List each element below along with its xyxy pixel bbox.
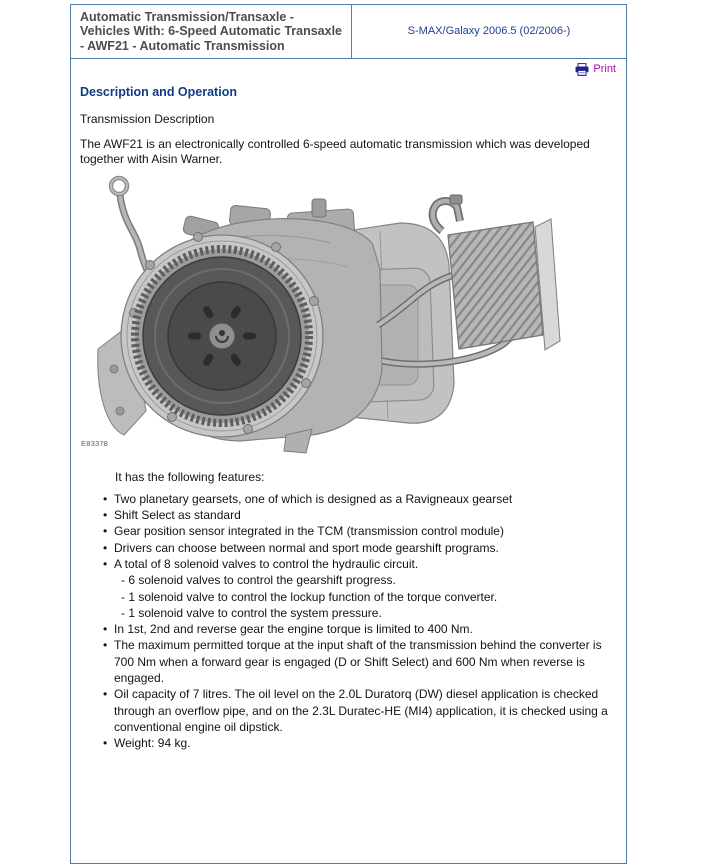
printer-icon xyxy=(575,63,589,76)
feature-text: Weight: 94 kg. xyxy=(114,736,191,751)
feature-sub-item: - 6 solenoid valves to control the gearshift progress. xyxy=(121,573,396,588)
figure-label: E83378 xyxy=(81,438,109,448)
feature-item xyxy=(103,540,617,556)
features-list xyxy=(80,491,617,752)
feature-item xyxy=(103,556,617,621)
section-subheading: Transmission Description xyxy=(80,111,215,126)
section-heading: Description and Operation xyxy=(80,84,237,99)
feature-sub-item: - 1 solenoid valve to control the lockup function of the torque converter. xyxy=(121,589,498,604)
print-row xyxy=(71,59,626,79)
feature-item xyxy=(103,637,617,686)
feature-text: A total of 8 solenoid valves to control the hydraulic circuit. xyxy=(114,556,419,571)
feature-item xyxy=(103,523,617,539)
feature-text: The maximum permitted torque at the input shaft of the transmission behind the converter is 700 Nm when a forward gear is engaged (D or Shift Select) and 600 Nm when reverse is engaged. xyxy=(114,638,602,686)
features-intro: It has the following features: xyxy=(115,469,265,484)
document-header xyxy=(71,5,626,59)
feature-text: Oil capacity of 7 litres. The oil level on the 2.0L Duratorq (DW) diesel application is checked through an overflow pipe, and on the 2.3L Duratec-HE (MI4) application, it is checked using a conventional engine oil dipstick. xyxy=(114,687,608,734)
transmission-illustration xyxy=(80,173,618,458)
feature-text: In 1st, 2nd and reverse gear the engine torque is limited to 400 Nm. xyxy=(114,622,473,637)
document-title: Automatic Transmission/Transaxle - Vehicles With: 6-Speed Automatic Transaxle - AWF21 - Automatic Transmission xyxy=(71,5,352,58)
feature-text: Shift Select as standard xyxy=(114,508,241,523)
feature-item xyxy=(103,735,617,751)
transmission-figure xyxy=(80,173,617,458)
feature-item xyxy=(103,507,617,523)
feature-text: Drivers can choose between normal and sport mode gearshift programs. xyxy=(114,540,499,555)
document-page xyxy=(70,4,627,864)
feature-sub-item: - 1 solenoid valve to control the system pressure. xyxy=(121,605,382,620)
print-button[interactable] xyxy=(575,63,616,76)
feature-item xyxy=(103,686,617,735)
feature-item xyxy=(103,621,617,637)
feature-item xyxy=(103,491,617,507)
intro-paragraph: The AWF21 is an electronically controlled 6-speed automatic transmission which was developed together with Aisin Warner. xyxy=(80,136,590,167)
page-content xyxy=(71,85,626,752)
print-label: Print xyxy=(593,63,616,76)
vehicle-model-label: S-MAX/Galaxy 2006.5 (02/2006-) xyxy=(407,25,571,38)
feature-text: Gear position sensor integrated in the TCM (transmission control module) xyxy=(114,524,504,539)
feature-text: Two planetary gearsets, one of which is designed as a Ravigneaux gearset xyxy=(114,491,513,506)
